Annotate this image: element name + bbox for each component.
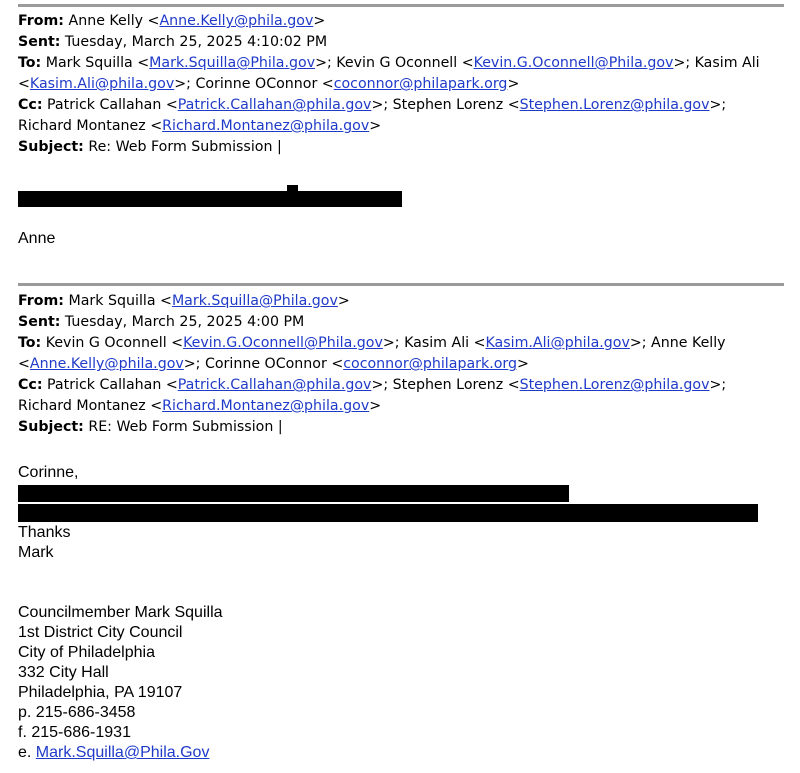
to-email-link[interactable]: Mark.Squilla@Phila.gov <box>149 55 316 71</box>
from-email-link[interactable]: Anne.Kelly@phila.gov <box>159 13 314 29</box>
signature-email-line: e. Mark.Squilla@Phila.Gov <box>18 744 210 761</box>
cc-email-link[interactable]: Richard.Montanez@phila.gov <box>162 398 370 414</box>
to-line-cont: <Anne.Kelly@phila.gov>; Corinne OConnor <coconnor@philapark.org> <box>18 356 529 372</box>
to-line: To: Kevin G Oconnell <Kevin.G.Oconnell@Phila.gov>; Kasim Ali <Kasim.Ali@phila.gov>; Anne Kelly <box>18 335 726 351</box>
email-2-greeting: Corinne, <box>18 464 79 481</box>
cc-email-link[interactable]: Patrick.Callahan@phila.gov <box>177 377 372 393</box>
to-email-link[interactable]: Anne.Kelly@phila.gov <box>29 356 184 372</box>
redaction-block <box>287 185 298 193</box>
redaction-block <box>18 504 758 522</box>
to-email-link[interactable]: Kasim.Ali@phila.gov <box>485 335 630 351</box>
email-1-signoff: Anne <box>18 230 56 247</box>
cc-email-link[interactable]: Stephen.Lorenz@phila.gov <box>519 97 710 113</box>
from-name: Mark Squilla <box>68 293 156 309</box>
to-line-cont: <Kasim.Ali@phila.gov>; Corinne OConnor <coconnor@philapark.org> <box>18 76 520 92</box>
sent-value: Tuesday, March 25, 2025 4:00 PM <box>64 314 305 330</box>
cc-email-link[interactable]: Richard.Montanez@phila.gov <box>162 118 370 134</box>
subject-value: RE: Web Form Submission | <box>88 419 283 435</box>
signature-district: 1st District City Council <box>18 624 183 641</box>
from-email-link[interactable]: Mark.Squilla@Phila.gov <box>171 293 338 309</box>
to-email-link[interactable]: coconnor@philapark.org <box>333 76 508 92</box>
signature-email-link[interactable]: Mark.Squilla@Phila.Gov <box>35 744 210 761</box>
signature-city: City of Philadelphia <box>18 644 155 661</box>
from-line: From: Anne Kelly <Anne.Kelly@phila.gov> <box>18 13 326 29</box>
email-2-header <box>18 291 788 438</box>
subject-line: Subject: Re: Web Form Submission | <box>18 139 282 155</box>
subject-value: Re: Web Form Submission | <box>88 139 282 155</box>
cc-line: Cc: Patrick Callahan <Patrick.Callahan@phila.gov>; Stephen Lorenz <Stephen.Lorenz@phila.gov>; <box>18 377 727 393</box>
subject-line: Subject: RE: Web Form Submission | <box>18 419 283 435</box>
sent-line: Sent: Tuesday, March 25, 2025 4:00 PM <box>18 314 305 330</box>
redaction-block <box>18 485 569 502</box>
cc-line-cont: Richard Montanez <Richard.Montanez@phila.gov> <box>18 398 382 414</box>
email-2-signoff: Mark <box>18 544 54 561</box>
signature-block <box>18 603 223 763</box>
cc-email-link[interactable]: Stephen.Lorenz@phila.gov <box>519 377 710 393</box>
redaction-block <box>18 191 402 207</box>
cc-email-link[interactable]: Patrick.Callahan@phila.gov <box>177 97 372 113</box>
signature-name: Councilmember Mark Squilla <box>18 604 223 621</box>
to-email-link[interactable]: Kevin.G.Oconnell@Phila.gov <box>473 55 674 71</box>
sent-line: Sent: Tuesday, March 25, 2025 4:10:02 PM <box>18 34 328 50</box>
from-line: From: Mark Squilla <Mark.Squilla@Phila.gov> <box>18 293 350 309</box>
cc-line-cont: Richard Montanez <Richard.Montanez@phila.gov> <box>18 118 382 134</box>
cc-line: Cc: Patrick Callahan <Patrick.Callahan@phila.gov>; Stephen Lorenz <Stephen.Lorenz@phila.gov>; <box>18 97 727 113</box>
signature-office: 332 City Hall <box>18 664 109 681</box>
to-email-link[interactable]: Kevin.G.Oconnell@Phila.gov <box>183 335 383 351</box>
signature-phone: p. 215-686-3458 <box>18 704 136 721</box>
email-2-thanks: Thanks <box>18 524 71 541</box>
email-1-header <box>18 11 788 158</box>
signature-address: Philadelphia, PA 19107 <box>18 684 183 701</box>
from-name: Anne Kelly <box>68 13 144 29</box>
to-email-link[interactable]: coconnor@philapark.org <box>343 356 517 372</box>
to-line: To: Mark Squilla <Mark.Squilla@Phila.gov>; Kevin G Oconnell <Kevin.G.Oconnell@Phila.gov>; Kasim Ali <box>18 55 760 71</box>
separator-rule-2 <box>18 283 784 286</box>
sent-value: Tuesday, March 25, 2025 4:10:02 PM <box>64 34 328 50</box>
to-email-link[interactable]: Kasim.Ali@phila.gov <box>29 76 175 92</box>
signature-fax: f. 215-686-1931 <box>18 724 131 741</box>
separator-rule-1 <box>18 4 784 7</box>
